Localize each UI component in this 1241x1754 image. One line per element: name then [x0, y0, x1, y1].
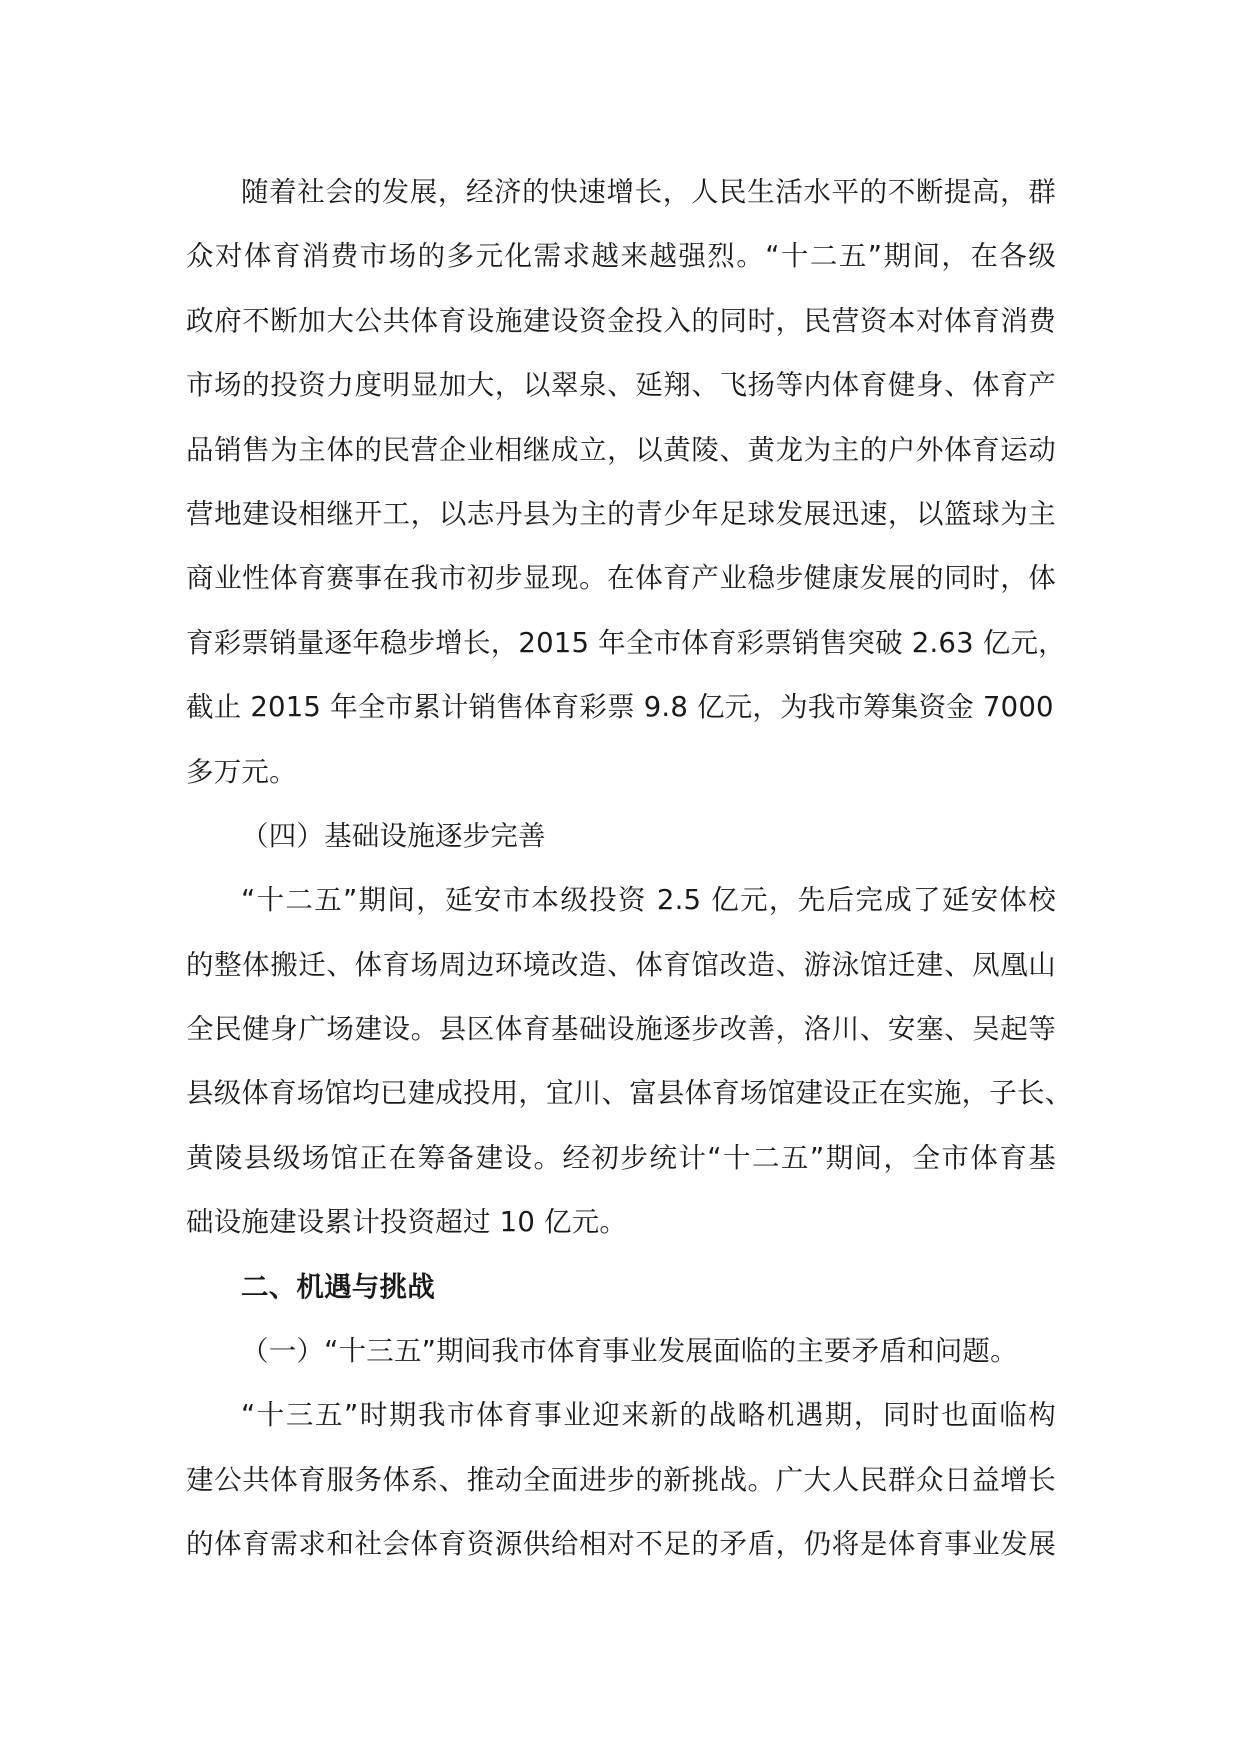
text-line: 截止 2015 年全市累计销售体育彩票 9.8 亿元，为我市筹集资金 7000 [186, 691, 1054, 724]
text-line: 建公共体育服务体系、推动全面进步的新挑战。广大人民群众日益增长 [186, 1463, 1056, 1496]
text-line: 营地建设相继开工，以志丹县为主的青少年足球发展迅速，以篮球为主 [186, 497, 1056, 530]
text-line: 市场的投资力度明显加大，以翠泉、延翔、飞扬等内体育健身、体育产 [186, 369, 1056, 402]
paragraph-infrastructure [186, 868, 1073, 1254]
subsection-heading-problems: （一）“十三五”期间我市体育事业发展面临的主要矛盾和问题。 [241, 1335, 1018, 1368]
text-line: 育彩票销量逐年稳步增长，2015 年全市体育彩票销售突破 2.63 亿元， [186, 626, 1066, 659]
text-line: 的整体搬迁、体育场周边环境改造、体育馆改造、游泳馆迁建、凤凰山 [186, 948, 1056, 981]
text-line: 商业性体育赛事在我市初步显现。在体育产业稳步健康发展的同时，体 [186, 562, 1056, 595]
text-line: 众对体育消费市场的多元化需求越来越强烈。“十二五”期间，在各级 [186, 240, 1056, 273]
text-line: 政府不断加大公共体育设施建设资金投入的同时，民营资本对体育消费 [186, 304, 1056, 337]
text-line: “十二五”期间，延安市本级投资 2.5 亿元，先后完成了延安体校 [241, 884, 1056, 917]
text-line: 全民健身广场建设。县区体育基础设施逐步改善，洛川、安塞、吴起等 [186, 1013, 1056, 1046]
text-line: “十三五”时期我市体育事业迎来新的战略机遇期，同时也面临构 [241, 1399, 1056, 1432]
text-line: 品销售为主体的民营企业相继成立，以黄陵、黄龙为主的户外体育运动 [186, 433, 1056, 466]
paragraph-sports-consumption [186, 160, 1066, 804]
text-line: 多万元。 [186, 755, 297, 788]
text-line: 县级体育场馆均已建成投用，宜川、富县体育场馆建设正在实施，子长、 [186, 1077, 1073, 1110]
subsection-heading-infrastructure: （四）基础设施逐步完善 [241, 819, 546, 852]
section-title-opportunities: 二、机遇与挑战 [241, 1270, 435, 1303]
text-line: 黄陵县级场馆正在筹备建设。经初步统计“十二五”期间，全市体育基 [186, 1141, 1056, 1174]
paragraph-thirteenth-plan [186, 1383, 1056, 1576]
text-line: 随着社会的发展，经济的快速增长，人民生活水平的不断提高，群 [241, 176, 1056, 208]
text-line: 础设施建设累计投资超过 10 亿元。 [186, 1206, 628, 1239]
text-line: 的体育需求和社会体育资源供给相对不足的矛盾，仍将是体育事业发展 [186, 1528, 1056, 1561]
document-body [186, 160, 1073, 1577]
